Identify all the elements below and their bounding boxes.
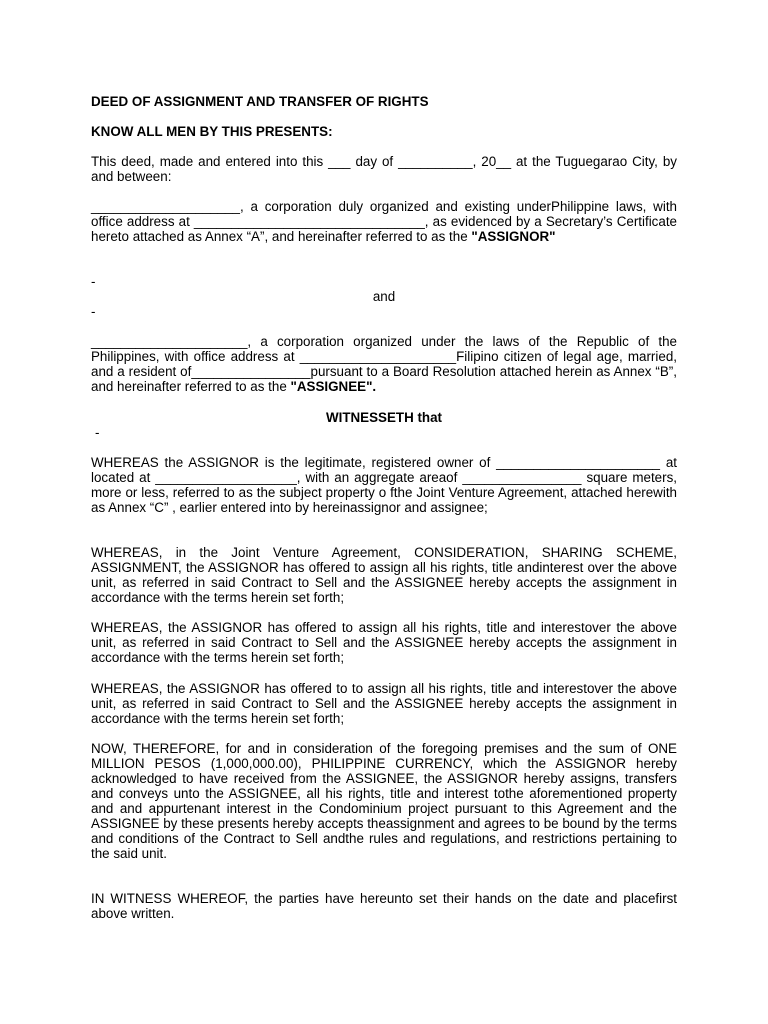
assignee-label: "ASSIGNEE". — [290, 379, 377, 394]
witnesseth-heading: WITNESSETH that — [325, 410, 443, 425]
assignor-label: "ASSIGNOR" — [471, 229, 556, 244]
separator-dash-2: - — [91, 304, 96, 319]
assignor-paragraph-text: ____________________, a corporation duly organized and existing underPhilippine laws, with office address at _______________________________, as evidenced by a Secretary’s Certificate hereto attached as Annex “A”, and hereinafter referred to as the — [91, 199, 677, 244]
know-all-heading: KNOW ALL MEN BY THIS PRESENTS: — [91, 124, 333, 139]
whereas-paragraph-3: WHEREAS, the ASSIGNOR has offered to assign all his rights, title and interestover the above unit, as referred in said Contract to Sell and the ASSIGNEE hereby accepts the assignment in accordance with the terms herein set forth; — [91, 620, 677, 665]
assignee-paragraph-text: _____________________, a corporation organized under the laws of the Republic of the Philippines, with office address at _____________________Filipino citizen of legal age, married, and a resident of________________pursuant to a Board Resolution attached herein as Annex “B”, and hereinafter referred to as the — [91, 334, 677, 394]
whereas-paragraph-4: WHEREAS, the ASSIGNOR has offered to to assign all his rights, title and interestover the above unit, as referred in said Contract to Sell and the ASSIGNEE hereby accepts the assignment in accordance with the terms herein set forth; — [91, 681, 677, 726]
intro-paragraph: This deed, made and entered into this ___ day of __________, 20__ at the Tuguegarao City, by and between: — [91, 154, 677, 184]
and-separator: and — [372, 289, 396, 304]
assignee-paragraph — [91, 334, 677, 394]
separator-dash-3: - — [95, 425, 100, 440]
whereas-paragraph-1: WHEREAS the ASSIGNOR is the legitimate, registered owner of ______________________ at located at ___________________, with an aggregate areaof ________________ square meters, more or less, referred to as the subject property o fthe Joint Venture Agreement, attached herewith as Annex “C” , earlier entered into by hereinassignor and assignee; — [91, 455, 677, 515]
now-therefore-paragraph: NOW, THEREFORE, for and in consideration of the foregoing premises and the sum of ONE MILLION PESOS (1,000,000.00), PHILIPPINE CURRENCY, which the ASSIGNOR hereby acknowledged to have received from the ASSIGNEE, the ASSIGNOR hereby assigns, transfers and conveys unto the ASSIGNEE, all his rights, title and interest tothe aforementioned property and and appurtenant interest in the Condominium project pursuant to this Agreement and the ASSIGNEE by these presents hereby accepts theassignment and agrees to be bound by the terms and conditions of the Contract to Sell andthe rules and regulations, and restrictions pertaining to the said unit. — [91, 741, 677, 861]
in-witness-paragraph: IN WITNESS WHEREOF, the parties have hereunto set their hands on the date and placefirst above written. — [91, 891, 677, 921]
separator-dash-1: - — [91, 274, 96, 289]
assignor-paragraph — [91, 199, 677, 244]
document-title: DEED OF ASSIGNMENT AND TRANSFER OF RIGHTS — [91, 94, 429, 109]
whereas-paragraph-2: WHEREAS, in the Joint Venture Agreement, CONSIDERATION, SHARING SCHEME, ASSIGNMENT, the ASSIGNOR has offered to assign all his rights, title andinterest over the above unit, as referred in said Contract to Sell and the ASSIGNEE hereby accepts the assignment in accordance with the terms herein set forth; — [91, 545, 677, 605]
